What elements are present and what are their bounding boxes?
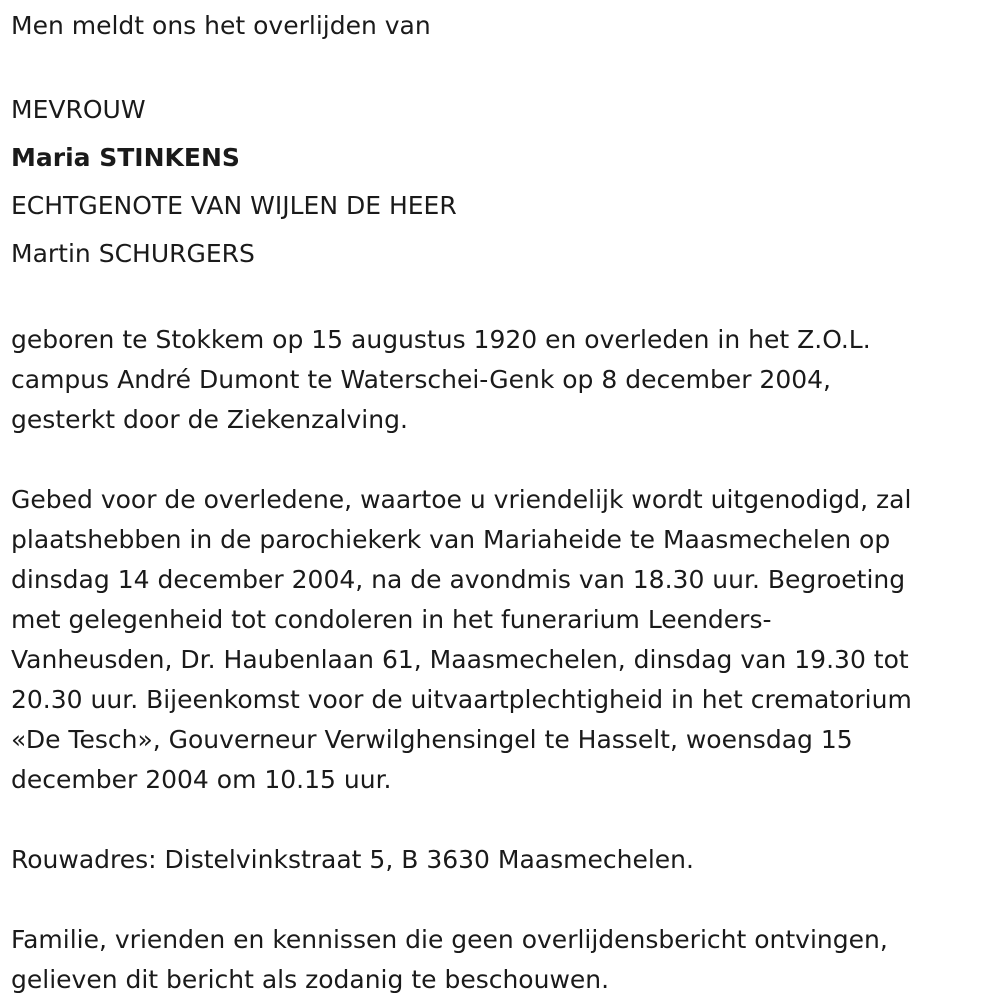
address-paragraph [11, 840, 1000, 880]
deceased-name: Maria STINKENS [11, 143, 240, 172]
ceremony-paragraph [11, 480, 1000, 800]
deceased-title: MEVROUW [11, 95, 146, 124]
paragraph-line: Familie, vrienden en kennissen die geen overlijdensbericht ontvingen, [11, 925, 888, 954]
paragraph-line: plaatshebben in de parochiekerk van Mariaheide te Maasmechelen op [11, 525, 891, 554]
paragraph-line: december 2004 om 10.15 uur. [11, 765, 392, 794]
paragraph-line: campus André Dumont te Waterschei-Genk op 8 december 2004, [11, 365, 831, 394]
mourning-address: Rouwadres: Distelvinkstraat 5, B 3630 Maasmechelen. [11, 845, 694, 874]
paragraph-line: Gebed voor de overledene, waartoe u vriendelijk wordt uitgenodigd, zal [11, 485, 912, 514]
paragraph-line: dinsdag 14 december 2004, na de avondmis van 18.30 uur. Begroeting [11, 565, 906, 594]
paragraph-line: Vanheusden, Dr. Haubenlaan 61, Maasmechelen, dinsdag van 19.30 tot [11, 645, 909, 674]
paragraph-line: gelieven dit bericht als zodanig te beschouwen. [11, 965, 610, 994]
paragraph-line: 20.30 uur. Bijeenkomst voor de uitvaartplechtigheid in het crematorium [11, 685, 912, 714]
intro-block [11, 6, 1000, 46]
paragraph-line: «De Tesch», Gouverneur Verwilghensingel te Hasselt, woensdag 15 [11, 725, 853, 754]
spouse-name: Martin SCHURGERS [11, 239, 255, 268]
paragraph-line: met gelegenheid tot condoleren in het funerarium Leenders- [11, 605, 772, 634]
closing-paragraph [11, 920, 1000, 1000]
deceased-relation: ECHTGENOTE VAN WIJLEN DE HEER [11, 191, 457, 220]
paragraph-line: geboren te Stokkem op 15 augustus 1920 en overleden in het Z.O.L. [11, 325, 871, 354]
paragraph-line: gesterkt door de Ziekenzalving. [11, 405, 408, 434]
intro-text: Men meldt ons het overlijden van [11, 11, 431, 40]
deceased-block [11, 86, 1000, 278]
birth-death-paragraph [11, 320, 1000, 440]
